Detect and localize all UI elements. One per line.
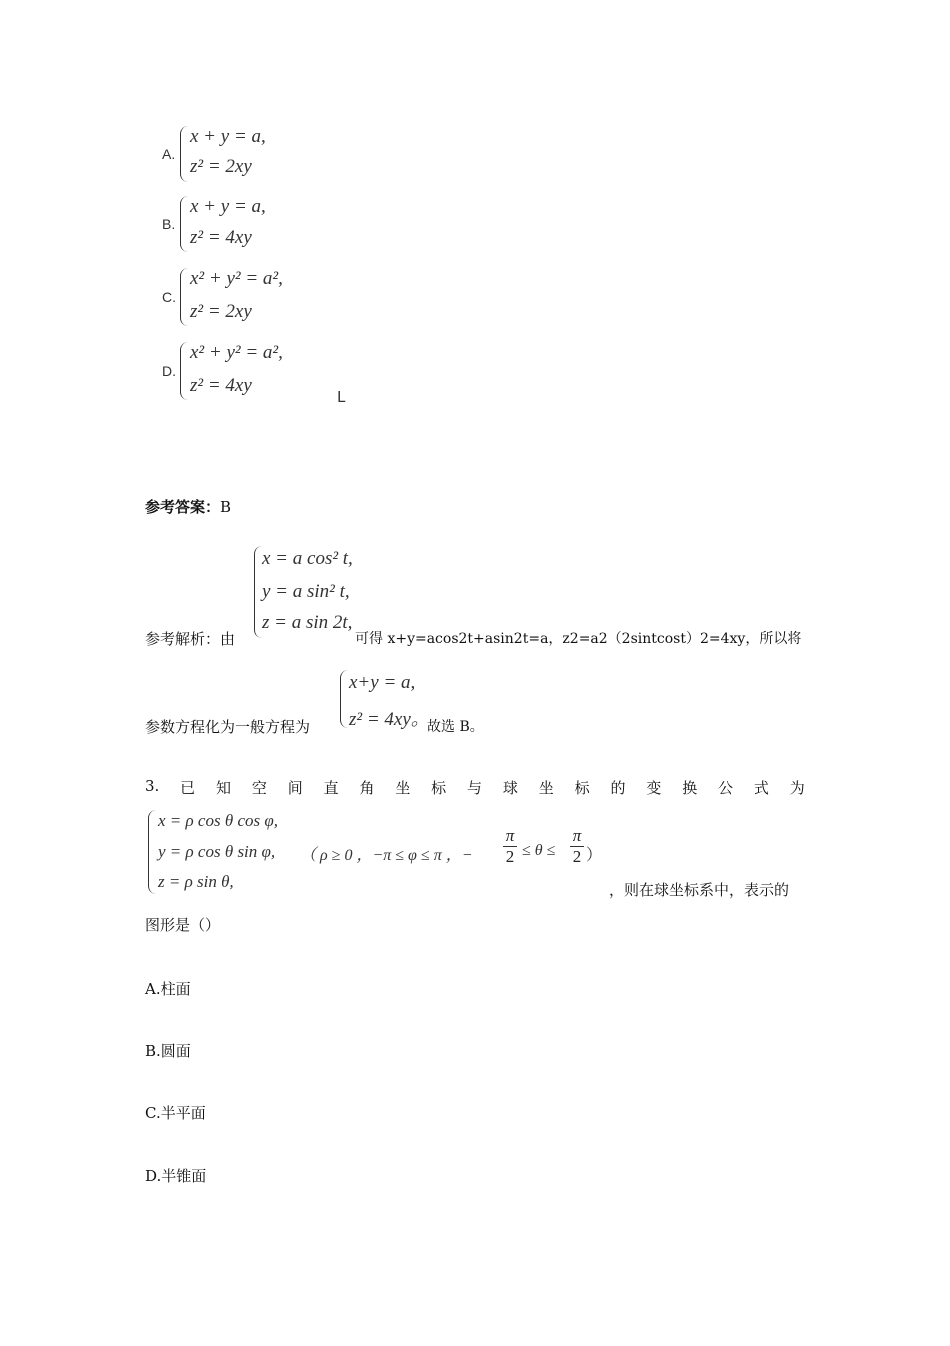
- stem-char: 知: [216, 779, 232, 797]
- brace-icon: [148, 810, 157, 894]
- equation-line: z² = 4xy: [190, 375, 252, 396]
- stray-mark: L: [337, 388, 346, 406]
- equation-line: x² + y² = a²,: [190, 268, 283, 289]
- stem-char: 间: [287, 779, 303, 797]
- brace-icon: [180, 268, 189, 326]
- equation-line: x = a cos² t,: [262, 548, 353, 569]
- brace-icon: [180, 342, 189, 400]
- choice-b: B.圆面: [145, 1042, 191, 1060]
- stem-char: 坐: [538, 779, 554, 797]
- stem-char: 直: [323, 779, 339, 797]
- stem-char: 标: [431, 779, 447, 797]
- analysis-prefix: 参考解析：由: [145, 630, 236, 648]
- equation-line: x = ρ cos θ cos φ,: [158, 811, 279, 830]
- answer-label: 参考答案：: [145, 498, 221, 516]
- stem-char: 的: [610, 779, 626, 797]
- option-label: B.: [162, 216, 176, 232]
- equation-line: y = ρ cos θ sin φ,: [158, 842, 276, 861]
- answer-line: [145, 496, 231, 517]
- stem-char: 为: [789, 779, 805, 797]
- equation-line: z² = 2xy: [190, 301, 252, 322]
- equation-line: z = ρ sin θ,: [158, 872, 234, 891]
- brace-icon: [340, 670, 349, 728]
- stem-char: 坐: [395, 779, 411, 797]
- stem-char: 公: [718, 779, 734, 797]
- theta-inequality: ≤ θ ≤: [522, 842, 556, 859]
- fraction-pi-over-2: [503, 826, 517, 867]
- condition-text: （ ρ ≥ 0 ，−π ≤ φ ≤ π ，−: [300, 847, 473, 864]
- fraction-denominator: 2: [505, 847, 515, 866]
- analysis-suffix: 可得 x+y=acos2t+asin2t=a，z2=a2（2sintcost）2=4xy，所以将: [355, 631, 802, 647]
- equation-line: z² = 2xy: [190, 156, 252, 177]
- analysis-line2-suffix: 故选 B。: [427, 719, 484, 735]
- equation-line: z² = 4xy。: [349, 709, 430, 730]
- choice-c: C.半平面: [145, 1104, 206, 1122]
- stem-char: 球: [502, 779, 518, 797]
- question-number: 3.: [145, 777, 160, 795]
- stem-char: 标: [574, 779, 590, 797]
- analysis-line2-prefix: 参数方程化为一般方程为: [145, 718, 311, 736]
- question-3-line2: 图形是（）: [145, 916, 221, 934]
- question-3-stem: [145, 777, 805, 798]
- equation-line: y = a sin² t,: [262, 581, 350, 602]
- stem-char: 空: [251, 779, 267, 797]
- option-label: A.: [162, 146, 176, 162]
- option-label: C.: [162, 289, 176, 305]
- brace-icon: [180, 126, 189, 182]
- stem-char: 与: [467, 779, 483, 797]
- equation-line: x+y = a,: [349, 672, 416, 693]
- question-3-tail: ，则在球坐标系中，表示的: [609, 881, 790, 899]
- equation-line: x + y = a,: [190, 196, 266, 217]
- equation-line: z² = 4xy: [190, 227, 252, 248]
- stem-char: 角: [359, 779, 375, 797]
- stem-char: 换: [682, 779, 698, 797]
- fraction-denominator: 2: [572, 847, 582, 866]
- brace-icon: [180, 196, 189, 252]
- stem-char: 已: [180, 779, 196, 797]
- choice-a: A.柱面: [145, 980, 191, 998]
- stem-char: 变: [646, 779, 662, 797]
- close-paren: ）: [586, 847, 603, 864]
- equation-line: x² + y² = a²,: [190, 342, 283, 363]
- equation-line: z = a sin 2t,: [262, 612, 353, 633]
- answer-value: B: [220, 498, 232, 516]
- fraction-pi-over-2: [570, 826, 584, 867]
- fraction-numerator: π: [503, 826, 517, 847]
- equation-line: x + y = a,: [190, 126, 266, 147]
- fraction-numerator: π: [570, 826, 584, 847]
- choice-d: D.半锥面: [145, 1167, 207, 1185]
- option-label: D.: [162, 363, 176, 379]
- stem-char: 式: [753, 779, 769, 797]
